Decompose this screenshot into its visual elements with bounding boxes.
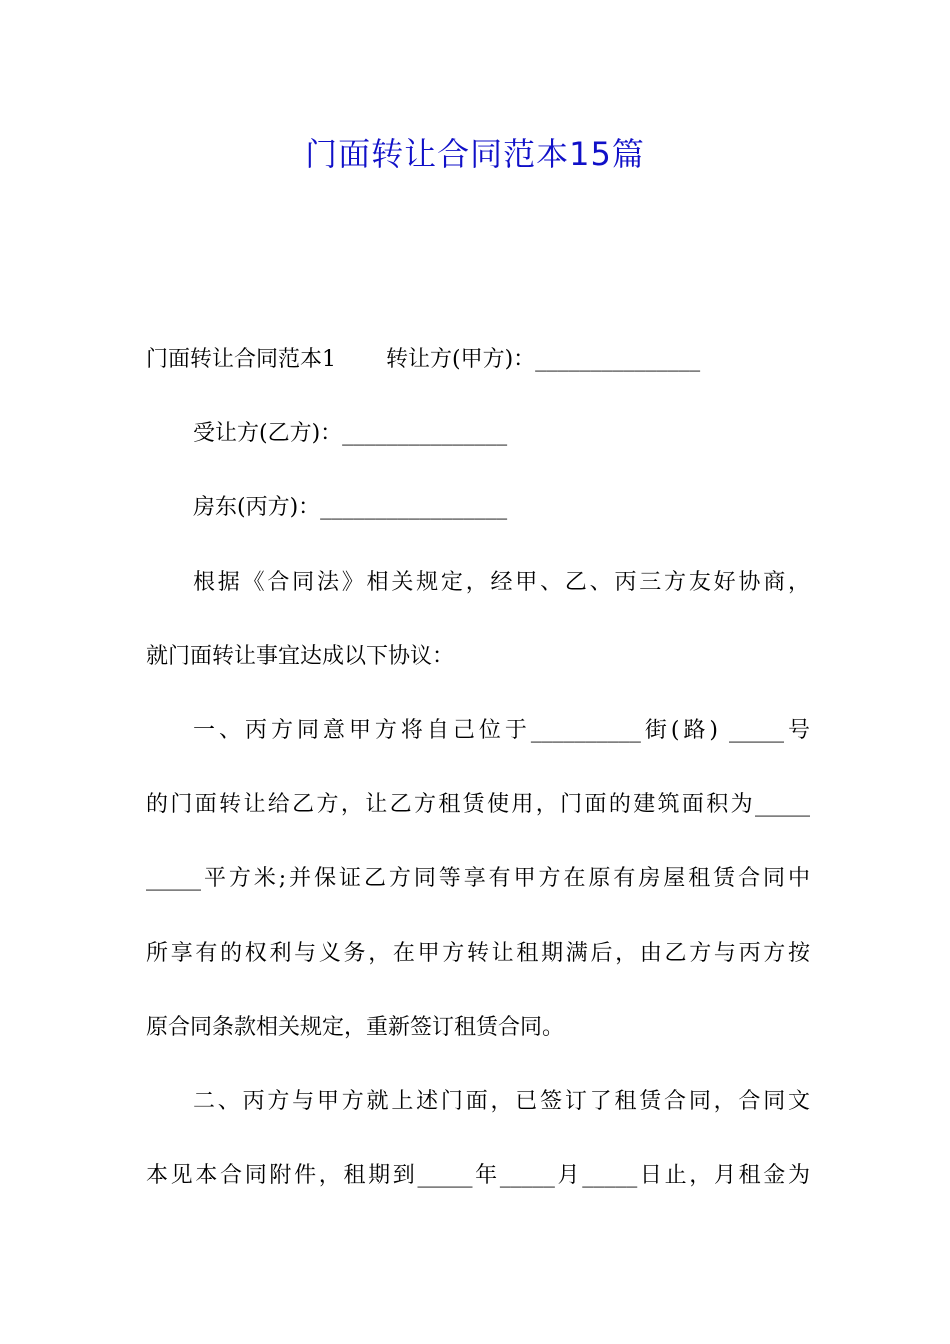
- landlord-line: 房东(丙方)：_________________: [193, 495, 508, 521]
- contract-body: [146, 333, 810, 1223]
- text-line: 就门面转让事宜达成以下协议：: [146, 643, 455, 669]
- document-title: 门面转让合同范本15篇: [305, 135, 645, 173]
- text-line: 本见本合同附件，租期到_____年_____月_____日止，月租金为: [146, 1163, 810, 1189]
- transferee-line: 受让方(乙方)：_______________: [193, 421, 508, 447]
- text-line: 二、丙方与甲方就上述门面，已签订了租赁合同，合同文: [193, 1088, 810, 1114]
- text-line-heading: [146, 333, 810, 407]
- text-line: 根据《合同法》相关规定，经甲、乙、丙三方友好协商，: [193, 569, 810, 595]
- transferor-field: 转让方(甲方)：_______________: [386, 347, 701, 372]
- text-line: _____平方米;并保证乙方同等享有甲方在原有房屋租赁合同中: [146, 866, 810, 892]
- section-heading: 门面转让合同范本1: [146, 347, 336, 372]
- text-line: 的门面转让给乙方，让乙方租赁使用，门面的建筑面积为_____: [146, 792, 810, 818]
- text-line: 所享有的权利与义务，在甲方转让租期满后，由乙方与丙方按: [146, 940, 810, 966]
- text-line: 一、丙方同意甲方将自己位于__________街(路) _____号: [193, 717, 810, 743]
- text-line: 原合同条款相关规定，重新签订租赁合同。: [146, 1014, 565, 1040]
